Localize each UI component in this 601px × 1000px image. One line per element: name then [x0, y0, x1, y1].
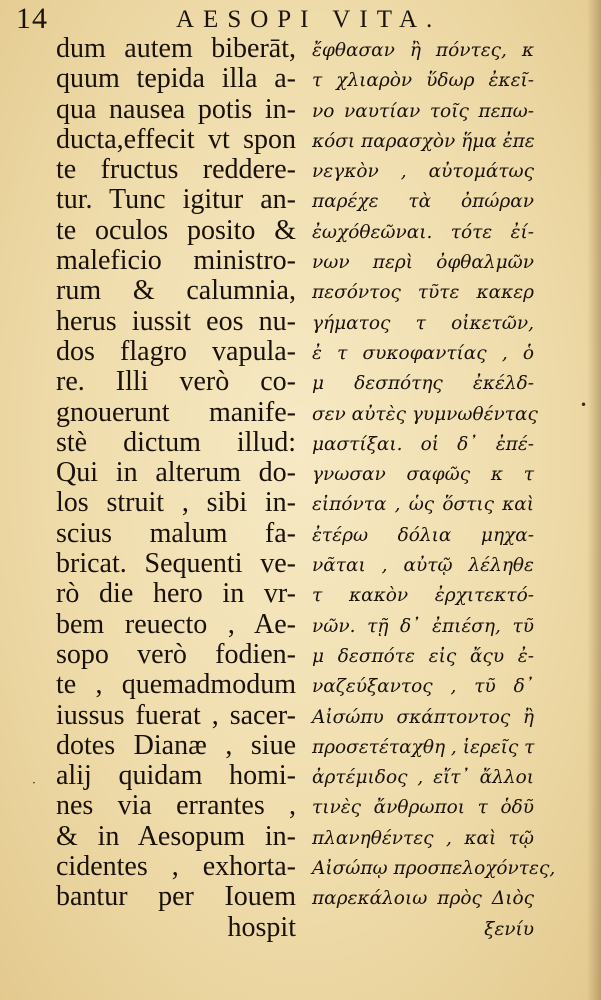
page-edge-shadow: [587, 0, 601, 1000]
greek-line: ἐ τ συκοφαντίας , ὁ: [312, 342, 534, 364]
greek-line: νᾶται , αὐτῷ λέληθε: [312, 555, 534, 577]
latin-line: rum & calumnia,: [56, 275, 296, 307]
latin-line: bem reuecto , Ae-: [56, 608, 296, 640]
latin-catchword: hospit: [227, 911, 296, 943]
greek-line: Αἰσώπυ σκάπτοντος ἢ: [312, 706, 534, 728]
margin-mark: ·: [32, 776, 36, 790]
latin-line: te , quemadmodum: [56, 669, 296, 701]
greek-line: πεσόντος τῦτε κακερ: [312, 282, 534, 304]
page-header: [8, 2, 598, 36]
greek-catchword: ξενίυ: [484, 918, 534, 940]
greek-text-column: [312, 36, 556, 945]
latin-line: dotes Dianæ , siue: [56, 729, 296, 761]
latin-line: ducta,effecit vt spon: [56, 123, 296, 155]
running-title: AESOPI VITA.: [176, 6, 442, 33]
latin-line: los struit , sibi in-: [56, 487, 296, 519]
greek-line: κόσι παρασχὸν ἥμα ἐπε: [312, 130, 535, 152]
latin-line: bricat. Sequenti ve-: [56, 548, 296, 580]
greek-line: ἀρτέμιδος , εἴτ᾽ ἄλλοι: [312, 767, 534, 789]
greek-line: Αἰσώπῳ προσπελοχόντες,: [312, 858, 556, 880]
latin-line: maleficio ministro-: [56, 245, 296, 277]
greek-line: εἰπόντα , ὡς ὅστις καὶ: [312, 494, 534, 516]
latin-line: & in Aesopum in-: [56, 820, 296, 852]
greek-line: παρεκάλοιω πρὸς Διὸς: [312, 888, 534, 910]
greek-line: τ χλιαρὸν ὕδωρ ἐκεῖ-: [312, 70, 534, 92]
latin-line: dos flagro vapula-: [56, 335, 296, 367]
greek-line: ἐωχόθεῶναι. τότε ἐί-: [312, 221, 534, 243]
latin-line: qua nausea potis in-: [56, 93, 296, 125]
latin-line: bantur per Iouem: [56, 881, 296, 913]
latin-line: sopo verò fodien-: [56, 638, 296, 670]
greek-line: τ κακὸν ἐρχιτεκτό-: [312, 585, 534, 607]
greek-line: γνωσαν σαφῶς κ τ: [312, 464, 534, 486]
greek-line: μαστίξαι. οἱ δ᾽ ἐπέ-: [312, 433, 534, 455]
latin-line: te oculos posito &: [56, 214, 296, 246]
greek-line: πλανηθέντες , καὶ τῷ: [312, 827, 534, 849]
page-number: 14: [16, 2, 48, 35]
greek-line: νο ναυτίαν τοῖς πεπω-: [312, 100, 534, 122]
latin-line: re. Illi verò co-: [56, 366, 296, 398]
greek-line: ἐτέρω δόλια μηχα-: [312, 524, 534, 546]
greek-line: μ δεσπότε εἰς ἄςυ ἐ-: [312, 645, 534, 667]
greek-line: προσετέταχθη , ἱερεῖς τ: [312, 736, 535, 758]
latin-line: iussus fuerat , sacer-: [56, 699, 296, 731]
greek-line: σεν αὐτὲς γυμνωθέντας: [312, 403, 538, 425]
latin-line: te fructus reddere-: [56, 154, 296, 186]
greek-line: νων περὶ ὀφθαλμῶν: [312, 252, 534, 274]
greek-line: τινὲς ἄνθρωποι τ ὁδῦ: [312, 797, 534, 819]
greek-line: μ δεσπότης ἐκέλδ-: [312, 373, 534, 395]
latin-line: alij quidam homi-: [56, 760, 296, 792]
latin-line: scius malum fa-: [56, 517, 296, 549]
latin-text-column: [56, 34, 296, 943]
greek-line: παρέχε τὰ ὀπώραν: [312, 191, 534, 213]
greek-line: ἔφθασαν ἢ πόντες, κ: [312, 40, 534, 61]
latin-line: dum autem biberāt,: [56, 33, 296, 64]
latin-line: cidentes , exhorta-: [56, 851, 296, 883]
greek-line: νεγκὸν , αὐτομάτως: [312, 161, 534, 183]
latin-line: rò die hero in vr-: [56, 578, 296, 610]
margin-mark: •: [580, 398, 588, 412]
greek-line: ναζεύξαντος , τῦ δ᾽: [312, 676, 534, 698]
latin-line: nes via errantes ,: [56, 790, 296, 822]
greek-line: γήματος τ οἰκετῶν,: [312, 312, 534, 334]
latin-line: gnouerunt manife-: [56, 396, 296, 428]
latin-line: stè dictum illud:: [56, 426, 296, 458]
latin-line: Qui in alterum do-: [56, 457, 296, 489]
latin-line: tur. Tunc igitur an-: [56, 184, 296, 216]
latin-line: quum tepida illa a-: [56, 63, 296, 95]
latin-line: herus iussit eos nu-: [56, 305, 296, 337]
greek-line: νῶν. τῇ δ᾽ ἐπιέση, τῦ: [312, 615, 534, 637]
